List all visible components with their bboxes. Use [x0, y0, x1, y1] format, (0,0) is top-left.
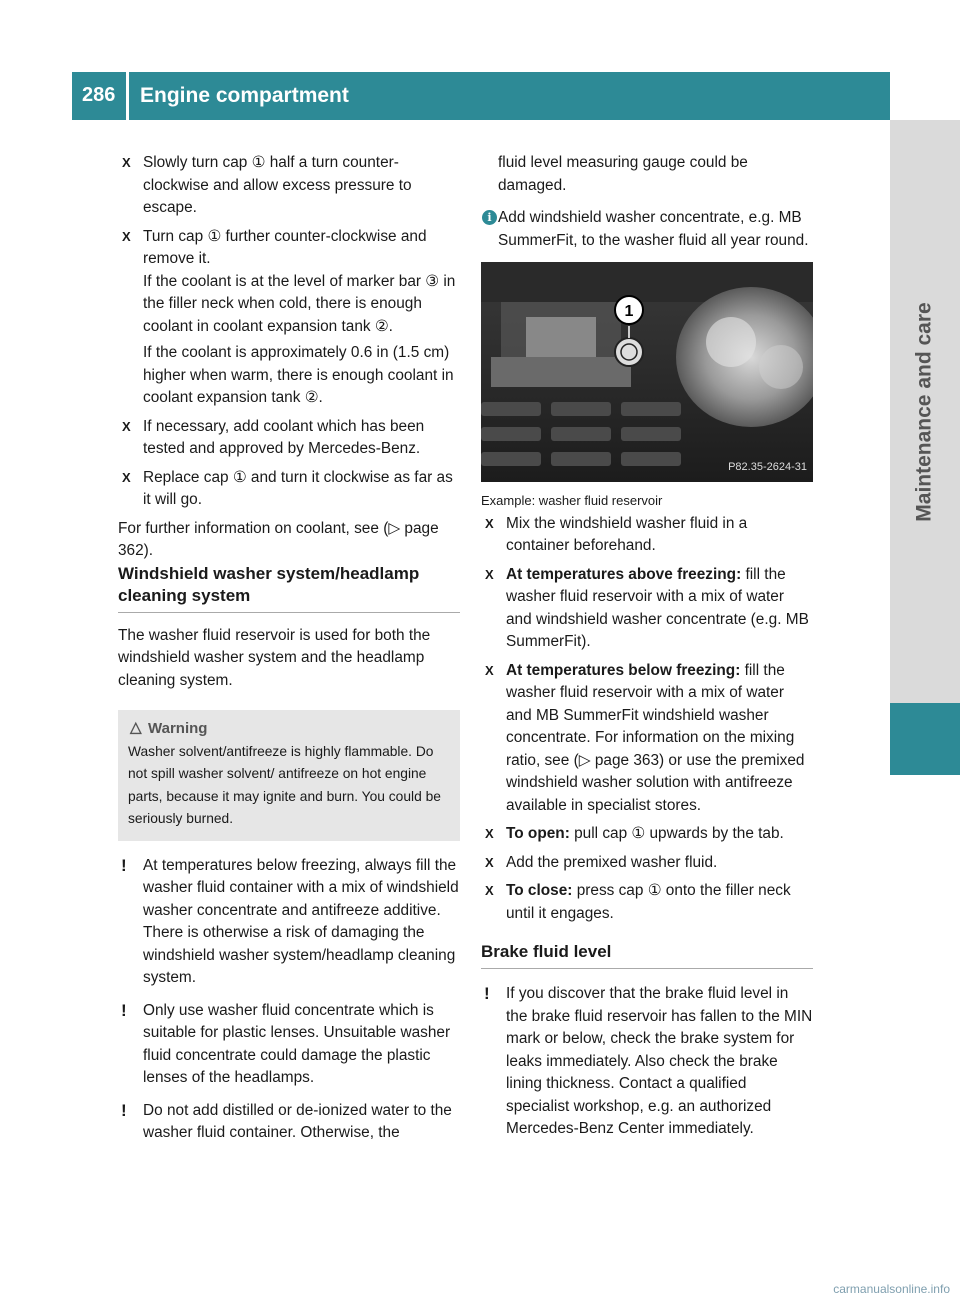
step-bold-label: At temperatures below freezing:	[506, 661, 741, 679]
step-bold-label: To open:	[506, 825, 570, 842]
section-heading-brake: Brake fluid level	[481, 941, 813, 969]
step-text-rest: fill the washer fluid reservoir with a mix of water and windshield washer concentrate (e.g. MB SummerFit).	[506, 565, 809, 650]
step-text-rest: fill the washer fluid reservoir with a mix of water and MB SummerFit windshield washer concentrate. For information on the mixing ratio, see (▷ page 363) or use the premixed windshield washer solution with antifreeze available in specialist stores.	[506, 661, 805, 814]
right-column	[481, 152, 813, 1151]
step-arrow-icon: X	[485, 662, 494, 678]
step-text	[506, 880, 813, 925]
note-item	[481, 983, 813, 1141]
step-text	[506, 823, 813, 846]
step-arrow-icon: X	[485, 566, 494, 582]
warning-text: Washer solvent/antifreeze is highly flammable. Do not spill washer solvent/ antifreeze on hot engine parts, because it may ignite and burn. You could be seriously burned.	[128, 743, 441, 826]
figure-caption: Example: washer fluid reservoir	[481, 493, 663, 508]
step-text: If the coolant is approximately 0.6 in (1.5 cm) higher when warm, there is enough coolant in coolant expansion tank ②.	[143, 344, 454, 406]
step-text: If the coolant is at the level of marker bar ③ in the filler neck when cold, there is enough coolant in coolant expansion tank ②.	[143, 272, 456, 335]
exclamation-icon: !	[484, 984, 490, 1003]
step-item	[118, 467, 460, 512]
step-item	[118, 152, 460, 220]
step-text: Replace cap ① and turn it clockwise as far as it will go.	[143, 468, 453, 508]
watermark: carmanualsonline.info	[833, 1282, 950, 1296]
step-arrow-icon: X	[485, 515, 494, 531]
exclamation-icon: !	[121, 1100, 127, 1120]
continuation-text: fluid level measuring gauge could be damaged.	[498, 154, 748, 194]
section-heading-washer: Windshield washer system/headlamp cleaning system	[118, 563, 460, 613]
note-text: At temperatures below freezing, always fill the washer fluid container with a mix of windshield washer concentrate and antifreeze additive. There is otherwise a risk of damaging the windshield washer system/headlamp cleaning system.	[143, 856, 459, 986]
step-arrow-icon: X	[122, 469, 131, 485]
note-text: Only use washer fluid concentrate which is suitable for plastic lenses. Unsuitable washer fluid concentrate could damage the plastic lenses of the headlamps.	[143, 1001, 451, 1086]
washer-intro: The washer fluid reservoir is used for both the windshield washer system and the headlamp cleaning system.	[118, 626, 431, 689]
figure-callout-1: 1	[624, 303, 634, 320]
note-text: If you discover that the brake fluid level in the brake fluid reservoir has fallen to the MIN mark or below, check the brake system for leaks immediately. Also check the brake lining thickness. Contact a qualified specialist workshop, e.g. an authorized Mercedes-Benz Center immediately.	[506, 985, 813, 1137]
step-item	[481, 660, 813, 818]
warning-box	[118, 710, 460, 841]
step-item	[481, 880, 813, 925]
step-text: Slowly turn cap ① half a turn counter-clockwise and allow excess pressure to escape.	[143, 154, 412, 216]
warning-triangle-icon: △	[130, 719, 142, 736]
step-arrow-icon: X	[122, 155, 131, 170]
step-text: Turn cap ① further counter-clockwise and remove it.	[143, 227, 427, 267]
step-text-rest: pull cap ① upwards by the tab.	[569, 825, 784, 842]
coolant-info-link: For further information on coolant, see (▷ page 362).	[118, 519, 439, 559]
step-arrow-icon: X	[485, 854, 494, 870]
step-item	[481, 564, 813, 654]
step-bold-label: To close:	[506, 882, 573, 899]
step-text: Mix the windshield washer fluid in a container beforehand.	[506, 514, 748, 554]
note-item	[118, 1000, 460, 1090]
step-bold-label: At temperatures above freezing:	[506, 565, 742, 583]
info-note	[481, 207, 813, 252]
step-item	[481, 513, 813, 558]
step-arrow-icon: X	[122, 228, 131, 244]
step-item	[118, 416, 460, 461]
chapter-title: Engine compartment	[140, 84, 349, 107]
step-text-rest: press cap ① onto the filler neck until it engages.	[506, 882, 791, 922]
info-text: Add windshield washer concentrate, e.g. MB SummerFit, to the washer fluid all year round.	[498, 209, 809, 249]
left-column	[118, 152, 460, 1155]
warning-title	[128, 718, 450, 741]
step-text	[506, 564, 813, 654]
step-arrow-icon: X	[122, 418, 131, 434]
exclamation-icon: !	[121, 855, 127, 875]
step-item	[118, 226, 460, 410]
side-tab-label-wrap	[891, 120, 959, 703]
exclamation-icon: !	[121, 1000, 127, 1020]
step-item	[481, 852, 813, 875]
header-divider	[126, 72, 129, 120]
figure-code: P82.35-2624-31	[728, 460, 807, 473]
info-icon: i	[482, 210, 497, 225]
side-tab-label: Maintenance and care	[913, 301, 937, 522]
engine-bay-photo	[481, 262, 813, 482]
note-item	[118, 855, 460, 990]
note-item	[118, 1100, 460, 1145]
step-text: If necessary, add coolant which has been tested and approved by Mercedes-Benz.	[143, 417, 425, 457]
washer-reservoir-figure	[481, 262, 813, 482]
side-tab-marker	[890, 703, 960, 775]
step-text	[506, 660, 813, 818]
page-number: 286	[82, 84, 116, 106]
step-arrow-icon: X	[485, 883, 494, 898]
warning-title-text: Warning	[148, 720, 208, 737]
note-text: Do not add distilled or de-ionized water to the washer fluid container. Otherwise, the	[143, 1101, 452, 1141]
step-item	[481, 823, 813, 846]
step-arrow-icon: X	[485, 826, 494, 841]
step-text: Add the premixed washer fluid.	[506, 853, 718, 871]
